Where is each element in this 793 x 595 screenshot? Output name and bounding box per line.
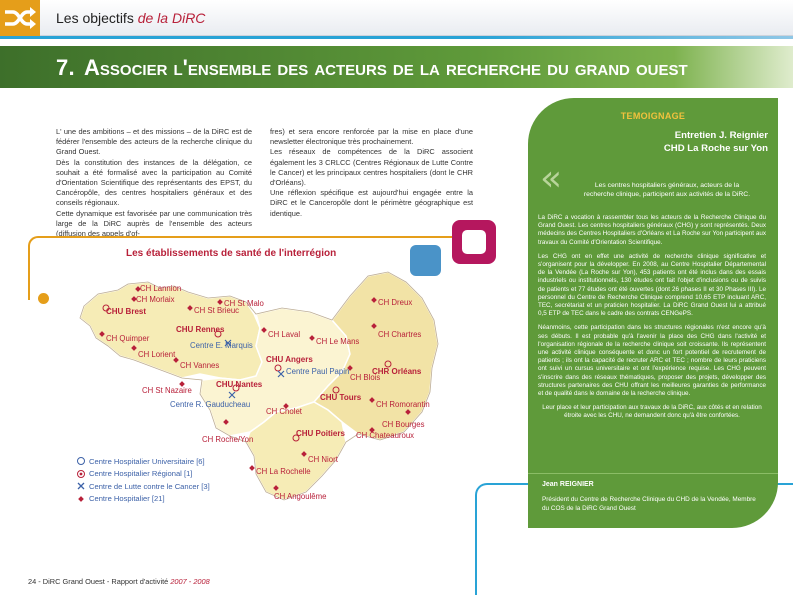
university-hospital-icon [75, 456, 87, 466]
map-label-angers: CHU Angers [266, 355, 313, 364]
map-label-le-mans: CH Le Mans [316, 337, 360, 346]
open-quote-icon: « [540, 158, 563, 199]
legend-item [75, 455, 210, 467]
map-label-poitiers: CHU Poitiers [296, 429, 345, 438]
signer-name: Jean REIGNIER [542, 481, 594, 488]
testimonial-heading [558, 129, 768, 155]
legend-label: Centre Hospitalier Universitaire [6] [89, 456, 205, 466]
map-title: Les établissements de santé de l'interrégion [126, 248, 337, 259]
map-label-dreux: CH Dreux [378, 298, 413, 307]
legend-label: Centre Hospitalier [21] [89, 494, 165, 503]
footer-years: 2007 - 2008 [170, 577, 210, 586]
magenta-decor-square [452, 220, 496, 264]
map-label-orleans: CHR Orléans [372, 367, 422, 376]
testimonial-heading-line2: CHD La Roche sur Yon [663, 143, 768, 154]
signer-role: Président du Centre de Recherche Clinique du CHD de la Vendée, Membre du COS de la DiRC Grand Ouest [542, 496, 756, 512]
header-bar [0, 0, 793, 36]
body-paragraph: Une réflexion spécifique est aujourd'hui engagée entre la DiRC et le Canceropôle dont le périmètre géographique est identique. [270, 188, 473, 218]
body-paragraph: L' une des ambitions – et des missions – de la DiRC est de fédérer l'ensemble des acteurs de la recherche clinique du Grand Ouest. [56, 127, 252, 157]
map-label-bourges: CH Bourges [382, 420, 425, 429]
map-label-e-marquis: Centre E. Marquis [190, 341, 253, 350]
map-label-vannes: CH Vannes [180, 361, 220, 370]
testimonial-intro: Les centres hospitaliers généraux, acteurs de la recherche clinique, participent aux activités de la DiRC. [583, 182, 751, 198]
map-label-st-nazaire: CH St Nazaire [142, 386, 192, 395]
ch-marker-la-rochelle [249, 465, 255, 471]
body-column-2 [270, 127, 473, 219]
map-label-tours: CHU Tours [320, 393, 362, 402]
header-title-main: Les objectifs [56, 10, 138, 26]
map-label-lorient: CH Lorient [138, 350, 176, 359]
shuffle-arrows-icon [3, 5, 37, 31]
section-number: 7. [56, 55, 75, 80]
map-label-niort: CH Niort [308, 455, 338, 464]
map-label-roche-yon: CH Roche/Yon [202, 435, 254, 444]
map-label-lannion: CH Lannion [140, 284, 182, 293]
legend-item [75, 468, 210, 480]
body-paragraph: Les réseaux de compétences de la DiRC associent également les 3 CRLCC (Centres Régionaux de Lutte Contre le Cancer) et les principaux centres hospitaliers (dont le CHR d'Orléans). [270, 147, 473, 188]
testimonial-body [538, 214, 766, 427]
regional-hospital-icon [75, 469, 87, 479]
hospital-icon [75, 494, 87, 504]
testimonial-panel [528, 98, 778, 528]
map-label-gauducheau: Centre R. Gauducheau [170, 400, 251, 409]
testimonial-heading-line1: Entretien J. Reignier [674, 130, 768, 141]
footer-text: 24 - DiRC Grand Ouest - Rapport d'activité [28, 577, 171, 586]
map-label-nantes: CHU Nantes [216, 380, 263, 389]
map-label-chateauroux: CH Chateauroux [356, 431, 415, 440]
map-label-angouleme: CH Angoulême [274, 492, 327, 501]
dirc-logo [0, 0, 40, 36]
map-label-la-rochelle: CH La Rochelle [256, 467, 311, 476]
body-paragraph: Dès la constitution des instances de la délégation, ce souhait a été formalisé avec la participation au Comité d'Orientation Scientifique des représentants des EPST, du Cancéropôle, des centres hospitaliers généraux et des conseils régionaux. [56, 157, 252, 208]
body-column-1 [56, 127, 252, 239]
cancer-center-icon [75, 481, 87, 491]
body-paragraph: fres) et sera encore renforcée par la mise en place d'une newsletter électronique très prochainement. [270, 127, 473, 147]
map-label-st-malo: CH St Malo [224, 299, 264, 308]
map-label-quimper: CH Quimper [106, 334, 150, 343]
section-title: Associer l'ensemble des acteurs de la recherche du grand ouest [84, 55, 688, 80]
legend-item [75, 493, 210, 505]
page-footer [28, 577, 210, 586]
orange-connector-dot [38, 293, 49, 304]
legend-item [75, 480, 210, 492]
map-label-morlaix: CH Morlaix [136, 295, 175, 304]
map-legend [75, 455, 210, 505]
testimonial-label: TEMOIGNAGE [620, 111, 686, 121]
map-label-laval: CH Laval [268, 330, 301, 339]
map-label-blois: CH Blois [350, 373, 381, 382]
header-stripe [0, 36, 793, 39]
testimonial-paragraph: La DiRC a vocation à rassembler tous les acteurs de la Recherche Clinique du Grand Ouest. Les centres hospitaliers généraux (CHG) y sont représentés. Deux médecins des Centres Hospitaliers d'Orléans et La Roche sur Yon participent aux travaux du Comité d'Orientation Scientifique. [538, 214, 766, 246]
map-label-romorantin: CH Romorantin [376, 400, 430, 409]
map-label-brest: CHU Brest [106, 307, 147, 316]
testimonial-paragraph: Leur place et leur participation aux travaux de la DiRC, aux côtés et en relation étroite avec les CHU, ne demandent donc qu'à être confortées. [542, 404, 762, 420]
map-label-chartres: CH Chartres [378, 330, 422, 339]
map-label-rennes: CHU Rennes [176, 325, 225, 334]
legend-label: Centre de Lutte contre le Cancer [3] [89, 481, 210, 491]
header-title [56, 10, 205, 26]
map-label-st-brieuc: CH St Brieuc [194, 306, 240, 315]
body-paragraph: Cette dynamique est favorisée par une communication très large de la DiRC auprès de l'ensemble des acteurs (diffusion des appels d'of- [56, 208, 252, 239]
panel-divider [528, 473, 778, 474]
legend-label: Centre Hospitalier Régional [1] [89, 469, 193, 478]
section-title-band [0, 46, 793, 88]
testimonial-paragraph: Les CHG ont en effet une activité de recherche clinique significative et s'organisent pour la développer. En 2008, au Centre Hospitalier Départemental de la Vendée (La Roche sur Yon), 453 patients ont été inclus dans des essais industriels ou institutionnels, 130 études ont fait l'objet d'inclusions ou de suivis de patients et 77 études ont été ouvertes (dont 26 phases II et 30 Phases III). Le personnel du Centre de Recherche Clinique comprend 10,65 ETP incluant ARC, TEC, secrétariat et un praticien hospitalier. La DiRC Grand Ouest lui a attribué 0,5 ETP de TEC dans le cadre des contrats CENGePS. [538, 252, 766, 318]
testimonial-paragraph: Néanmoins, cette participation dans les structures régionales n'est encore qu'à ses débuts. Il est probable qu'à l'avenir la place des CHG dans l'activité et l'organisation régionale de la recherche clinique soit croissante. Ils représentent une activité clinique conséquente et donc un fort potentiel de recrutement de patients ; ils ont la capacité de recruter ARC et TEC ; nombre de leurs praticiens ont suivi un cursus universitaire et ont l'expérience requise. Les CHG peuvent s'inscrire dans des réseaux thématiques, proposer des projets, développer des structures partenaires des CHU offrant les meilleures garanties de performance et de qualité dans le domaine de la recherche clinique. [538, 324, 766, 398]
map-label-cholet: CH Cholet [266, 407, 302, 416]
map-label-paul-papin: Centre Paul Papin [286, 367, 350, 376]
header-title-brand: de la DiRC [137, 10, 206, 26]
